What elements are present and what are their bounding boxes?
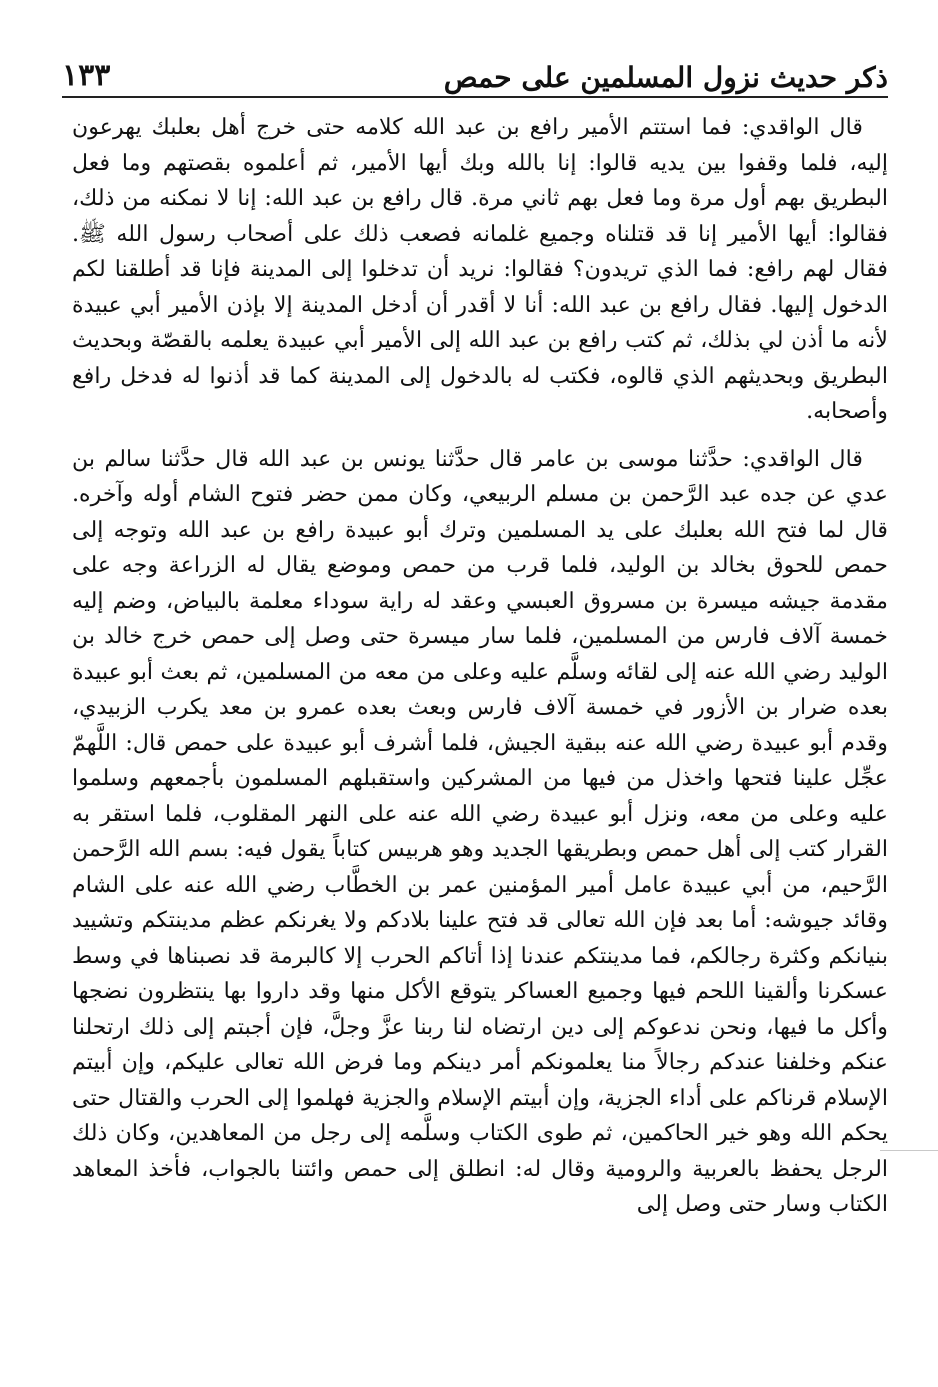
page-header <box>62 50 888 100</box>
paragraph-rafi-entry: قال الواقدي: فما استتم الأمير رافع بن عبد الله كلامه حتى خرج أهل بعلبك يهرعون إليه، فلما وقفوا بين يديه قالوا: إنا بالله وبك أيها الأمير، ثم أعلموه بقصتهم وما فعل البطريق بهم أول مرة وما فعل بهم ثاني مرة. قال رافع بن عبد الله: إنا لا نمكنه من ذلك، فقالوا: أيها الأمير إنا قد قتلناه وجميع غلمانه فصعب ذلك على أصحاب رسول الله ﷺ. فقال لهم رافع: فما الذي تريدون؟ فقالوا: نريد أن تدخلوا إلى المدينة فإنا قد أطلقنا لكم الدخول إليها. فقال رافع بن عبد الله: أنا لا أقدر أن أدخل المدينة إلا بإذن الأمير أبي عبيدة لأنه ما أذن لي بذلك، ثم كتب رافع بن عبد الله إلى الأمير أبي عبيدة يعلمه بالقصّة وبحديث البطريق وبحديثهم الذي قالوه، فكتب له بالدخول إلى المدينة كما قد أذنوا له فدخل رافع وأصحابه. <box>72 114 888 424</box>
running-title: ذكر حديث نزول المسلمين على حمص <box>443 61 888 94</box>
page-body <box>72 110 888 1223</box>
page-edge-mark <box>880 1150 938 1151</box>
paragraph-homs-letter: قال الواقدي: حدَّثنا موسى بن عامر قال حدَّثنا يونس بن عبد الله قال حدَّثنا سالم بن عدي عن جده عبد الرَّحمن بن مسلم الربيعي، وكان ممن حضر فتوح الشام أوله وآخره. قال لما فتح الله بعلبك على يد المسلمين وترك أبو عبيدة رافع بن عبد الله وتوجه إلى حمص للحوق بخالد بن الوليد، فلما قرب من حمص وموضع يقال له الزراعة وجه على مقدمة جيشه ميسرة بن مسروق العبسي وعقد له راية سوداء معلمة بالبياض، وضم إليه خمسة آلاف فارس من المسلمين، فلما سار ميسرة حتى وصل إلى حمص خرج خالد بن الوليد رضي الله عنه إلى لقائه وسلَّم عليه وعلى من معه من المسلمين، ثم بعث أبو عبيدة بعده ضرار بن الأزور في خمسة آلاف فارس وبعث بعده عمرو بن معد يكرب الزبيدي، وقدم أبو عبيدة رضي الله عنه ببقية الجيش، فلما أشرف أبو عبيدة على حمص قال: اللَّهمّ عجِّل علينا فتحها واخذل من فيها من المشركين واستقبلهم المسلمون بأجمعهم وسلموا عليه وعلى من معه، ونزل أبو عبيدة رضي الله عنه على النهر المقلوب، فلما استقر به القرار كتب إلى أهل حمص وبطريقها الجديد وهو هربيس كتاباً يقول فيه: بسم الله الرَّحمن الرَّحيم، من أبي عبيدة عامل أمير المؤمنين عمر بن الخطَّاب رضي الله عنه على الشام وقائد جيوشه: أما بعد فإن الله تعالى قد فتح علينا بلادكم ولا يغرنكم عظم مدينتكم وتشييد بنيانكم وكثرة رجالكم، فما مدينتكم عندنا إذا أتاكم الحرب إلا كالبرمة قد نصبناها في وسط عسكرنا وألقينا اللحم فيها وجميع العساكر يتوقع الأكل منها وقد داروا بها ينتظرون نضجها وأكل ما فيها، ونحن ندعوكم إلى دين ارتضاه لنا ربنا عزَّ وجلَّ، فإن أجبتم إلى ذلك ارتحلنا عنكم وخلفنا عندكم رجالاً منا يعلمونكم أمر دينكم وما فرض الله تعالى عليكم، وإن أبيتم الإسلام قرناكم على أداء الجزية، وإن أبيتم الإسلام والجزية فهلموا إلى الحرب والقتال حتى يحكم الله وهو خير الحاكمين، ثم طوى الكتاب وسلَّمه إلى رجل من المعاهدين، وكان ذلك الرجل يحفظ بالعربية والرومية وقال له: انطلق إلى حمص وائتنا بالجواب، فأخذ المعاهد الكتاب وسار حتى وصل إلى <box>72 445 888 1217</box>
header-divider <box>62 96 888 98</box>
page-number: ١٣٣ <box>62 58 111 93</box>
